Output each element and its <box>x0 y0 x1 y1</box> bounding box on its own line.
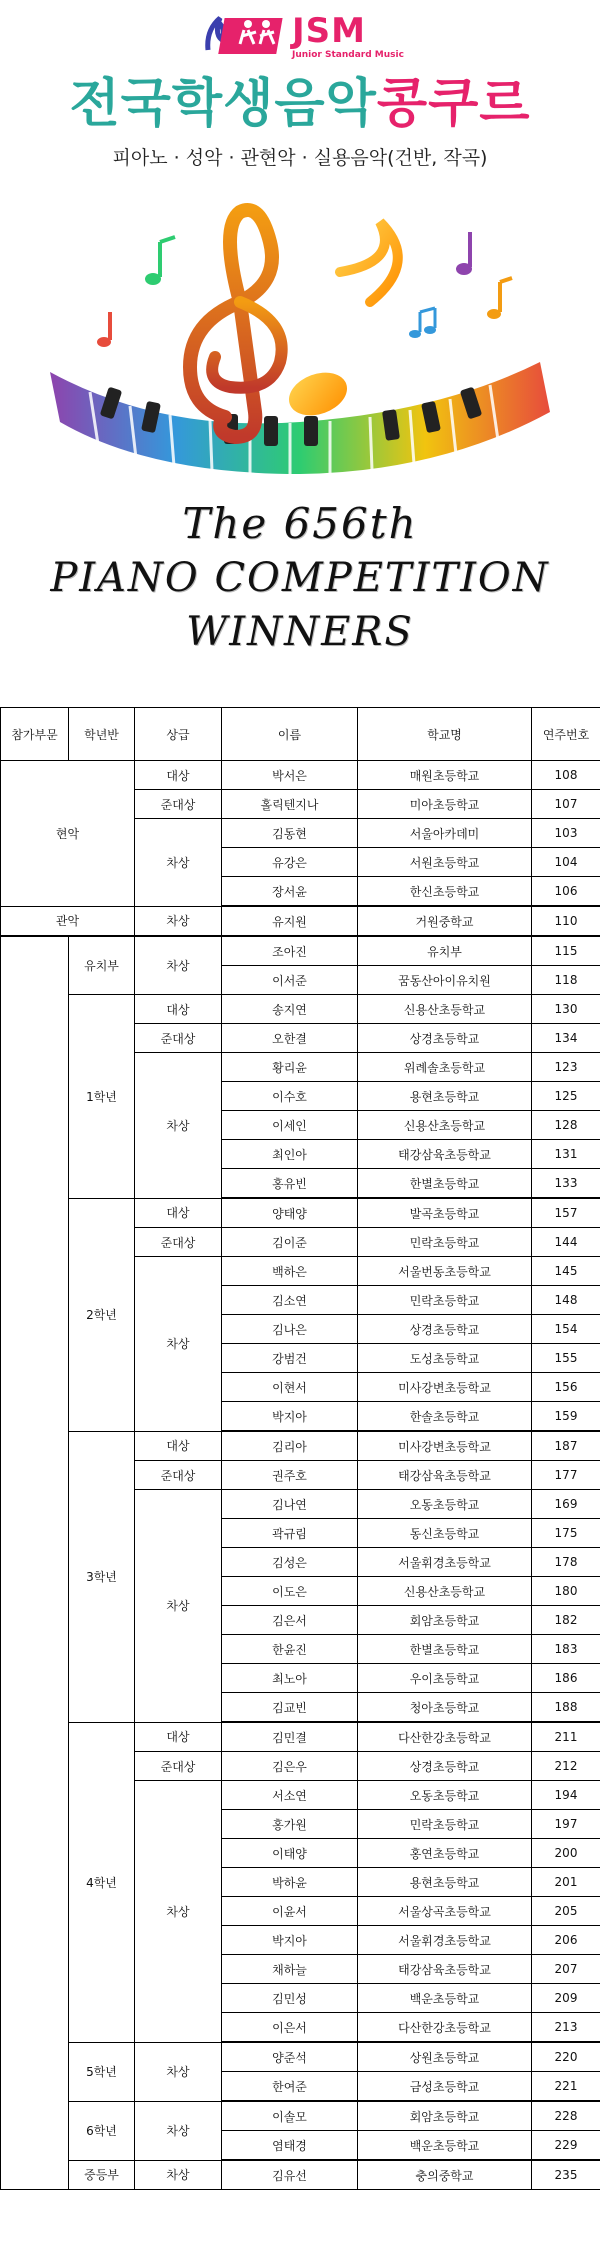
school-cell: 다산한강초등학교 <box>358 1722 532 1752</box>
name-cell: 이윤서 <box>222 1897 358 1926</box>
number-cell: 155 <box>532 1344 600 1373</box>
name-cell: 곽규림 <box>222 1519 358 1548</box>
school-cell: 신용산초등학교 <box>358 1111 532 1140</box>
award-cell: 준대상 <box>135 1024 222 1053</box>
number-cell: 133 <box>532 1169 600 1199</box>
number-cell: 201 <box>532 1868 600 1897</box>
logo <box>0 8 600 60</box>
division-cell: 현악 <box>1 761 135 907</box>
name-cell: 김민결 <box>222 1722 358 1752</box>
number-cell: 103 <box>532 819 600 848</box>
grade-cell: 1학년 <box>69 995 135 1199</box>
number-cell: 194 <box>532 1781 600 1810</box>
name-cell: 황리윤 <box>222 1053 358 1082</box>
name-cell: 박지아 <box>222 1926 358 1955</box>
school-cell: 유치부 <box>358 936 532 966</box>
table-header-row <box>1 708 600 761</box>
name-cell: 한여준 <box>222 2072 358 2102</box>
school-cell: 미사강변초등학교 <box>358 1373 532 1402</box>
title-part-green: 전국학생음악 <box>69 74 377 134</box>
name-cell: 김나연 <box>222 1490 358 1519</box>
number-cell: 177 <box>532 1461 600 1490</box>
division-cell: 관악 <box>1 906 135 936</box>
number-cell: 183 <box>532 1635 600 1664</box>
number-cell: 108 <box>532 761 600 790</box>
school-cell: 오동초등학교 <box>358 1490 532 1519</box>
header-grade: 학년반 <box>69 708 135 761</box>
award-cell: 차상 <box>135 1257 222 1432</box>
name-cell: 염태경 <box>222 2131 358 2161</box>
award-cell: 차상 <box>135 1490 222 1723</box>
page-title <box>0 72 600 136</box>
school-cell: 서울번동초등학교 <box>358 1257 532 1286</box>
school-cell: 서울휘경초등학교 <box>358 1548 532 1577</box>
number-cell: 157 <box>532 1198 600 1228</box>
name-cell: 유강은 <box>222 848 358 877</box>
name-cell: 김소연 <box>222 1286 358 1315</box>
name-cell: 채하늘 <box>222 1955 358 1984</box>
school-cell: 도성초등학교 <box>358 1344 532 1373</box>
school-cell: 상원초등학교 <box>358 2042 532 2072</box>
school-cell: 청아초등학교 <box>358 1693 532 1723</box>
school-cell: 한별초등학교 <box>358 1169 532 1199</box>
name-cell: 이솔모 <box>222 2101 358 2131</box>
jsm-music-logo-icon <box>204 10 288 60</box>
school-cell: 한신초등학교 <box>358 877 532 907</box>
number-cell: 148 <box>532 1286 600 1315</box>
school-cell: 거원중학교 <box>358 906 532 936</box>
number-cell: 212 <box>532 1752 600 1781</box>
name-cell: 송지연 <box>222 995 358 1024</box>
brand-subtitle: Junior Standard Music <box>292 50 404 60</box>
name-cell: 양준석 <box>222 2042 358 2072</box>
award-cell: 차상 <box>135 2160 222 2190</box>
award-cell: 차상 <box>135 1053 222 1199</box>
school-cell: 태강삼육초등학교 <box>358 1955 532 1984</box>
number-cell: 197 <box>532 1810 600 1839</box>
award-cell: 대상 <box>135 1431 222 1461</box>
school-cell: 서울아카데미 <box>358 819 532 848</box>
table-row <box>1 1198 600 1228</box>
number-cell: 128 <box>532 1111 600 1140</box>
award-cell: 준대상 <box>135 1228 222 1257</box>
name-cell: 이태양 <box>222 1839 358 1868</box>
school-cell: 서울휘경초등학교 <box>358 1926 532 1955</box>
school-cell: 위례솔초등학교 <box>358 1053 532 1082</box>
grade-cell: 2학년 <box>69 1198 135 1431</box>
award-cell: 대상 <box>135 995 222 1024</box>
number-cell: 118 <box>532 966 600 995</box>
table-row <box>1 2160 600 2190</box>
award-cell: 차상 <box>135 936 222 995</box>
name-cell: 김은서 <box>222 1606 358 1635</box>
number-cell: 229 <box>532 2131 600 2161</box>
award-cell: 준대상 <box>135 790 222 819</box>
school-cell: 꿈동산아이유치원 <box>358 966 532 995</box>
grade-cell: 유치부 <box>69 936 135 995</box>
award-cell: 차상 <box>135 906 222 936</box>
name-cell: 이수호 <box>222 1082 358 1111</box>
number-cell: 180 <box>532 1577 600 1606</box>
page-subtitle: 피아노 · 성악 · 관현악 · 실용음악(건반, 작곡) <box>112 147 488 169</box>
music-keyboard-illustration-icon <box>40 182 560 482</box>
table-row <box>1 2042 600 2072</box>
table-row <box>1 761 600 790</box>
school-cell: 백운초등학교 <box>358 1984 532 2013</box>
number-cell: 106 <box>532 877 600 907</box>
grade-cell: 6학년 <box>69 2101 135 2160</box>
award-cell: 대상 <box>135 1722 222 1752</box>
name-cell: 박지아 <box>222 1402 358 1432</box>
number-cell: 107 <box>532 790 600 819</box>
school-cell: 백운초등학교 <box>358 2131 532 2161</box>
number-cell: 130 <box>532 995 600 1024</box>
grade-cell: 3학년 <box>69 1431 135 1722</box>
name-cell: 조아진 <box>222 936 358 966</box>
grade-cell: 중등부 <box>69 2160 135 2190</box>
number-cell: 125 <box>532 1082 600 1111</box>
name-cell: 홀릭텐지나 <box>222 790 358 819</box>
name-cell: 김유선 <box>222 2160 358 2190</box>
number-cell: 206 <box>532 1926 600 1955</box>
name-cell: 김나은 <box>222 1315 358 1344</box>
table-row <box>1 2101 600 2131</box>
name-cell: 서소연 <box>222 1781 358 1810</box>
brand-name: JSM <box>292 11 366 51</box>
school-cell: 다산한강초등학교 <box>358 2013 532 2043</box>
number-cell: 123 <box>532 1053 600 1082</box>
school-cell: 태강삼육초등학교 <box>358 1461 532 1490</box>
name-cell: 이현서 <box>222 1373 358 1402</box>
name-cell: 이도은 <box>222 1577 358 1606</box>
school-cell: 회암초등학교 <box>358 2101 532 2131</box>
number-cell: 175 <box>532 1519 600 1548</box>
header-school: 학교명 <box>358 708 532 761</box>
name-cell: 한윤진 <box>222 1635 358 1664</box>
school-cell: 상경초등학교 <box>358 1024 532 1053</box>
grade-cell: 4학년 <box>69 1722 135 2042</box>
competition-winners: WINNERS <box>186 609 414 655</box>
number-cell: 156 <box>532 1373 600 1402</box>
name-cell: 박하윤 <box>222 1868 358 1897</box>
number-cell: 169 <box>532 1490 600 1519</box>
name-cell: 권주호 <box>222 1461 358 1490</box>
name-cell: 이서준 <box>222 966 358 995</box>
school-cell: 미아초등학교 <box>358 790 532 819</box>
table-row <box>1 906 600 936</box>
number-cell: 186 <box>532 1664 600 1693</box>
school-cell: 상경초등학교 <box>358 1315 532 1344</box>
number-cell: 211 <box>532 1722 600 1752</box>
table-row <box>1 936 600 966</box>
number-cell: 207 <box>532 1955 600 1984</box>
award-cell: 차상 <box>135 1781 222 2043</box>
number-cell: 131 <box>532 1140 600 1169</box>
award-cell: 준대상 <box>135 1461 222 1490</box>
table-row <box>1 1431 600 1461</box>
award-cell: 준대상 <box>135 1752 222 1781</box>
number-cell: 154 <box>532 1315 600 1344</box>
name-cell: 김성은 <box>222 1548 358 1577</box>
number-cell: 144 <box>532 1228 600 1257</box>
school-cell: 서울상곡초등학교 <box>358 1897 532 1926</box>
award-cell: 차상 <box>135 819 222 907</box>
number-cell: 134 <box>532 1024 600 1053</box>
name-cell: 강범건 <box>222 1344 358 1373</box>
school-cell: 용현초등학교 <box>358 1868 532 1897</box>
school-cell: 상경초등학교 <box>358 1752 532 1781</box>
winners-table <box>0 707 600 2190</box>
competition-title: PIANO COMPETITION <box>50 555 550 601</box>
school-cell: 미사강변초등학교 <box>358 1431 532 1461</box>
name-cell: 김민성 <box>222 1984 358 2013</box>
school-cell: 오동초등학교 <box>358 1781 532 1810</box>
name-cell: 이은서 <box>222 2013 358 2043</box>
school-cell: 신용산초등학교 <box>358 1577 532 1606</box>
number-cell: 228 <box>532 2101 600 2131</box>
name-cell: 김은우 <box>222 1752 358 1781</box>
school-cell: 매원초등학교 <box>358 761 532 790</box>
name-cell: 양태양 <box>222 1198 358 1228</box>
school-cell: 민락초등학교 <box>358 1228 532 1257</box>
number-cell: 159 <box>532 1402 600 1432</box>
school-cell: 서원초등학교 <box>358 848 532 877</box>
grade-cell: 5학년 <box>69 2042 135 2101</box>
table-row <box>1 1722 600 1752</box>
name-cell: 이세인 <box>222 1111 358 1140</box>
school-cell: 신용산초등학교 <box>358 995 532 1024</box>
number-cell: 221 <box>532 2072 600 2102</box>
name-cell: 김리아 <box>222 1431 358 1461</box>
award-cell: 대상 <box>135 1198 222 1228</box>
school-cell: 용현초등학교 <box>358 1082 532 1111</box>
name-cell: 최노아 <box>222 1664 358 1693</box>
competition-edition: The 656th <box>182 499 418 548</box>
school-cell: 충의중학교 <box>358 2160 532 2190</box>
name-cell: 최인아 <box>222 1140 358 1169</box>
name-cell: 김교빈 <box>222 1693 358 1723</box>
school-cell: 민락초등학교 <box>358 1286 532 1315</box>
school-cell: 동신초등학교 <box>358 1519 532 1548</box>
school-cell: 발곡초등학교 <box>358 1198 532 1228</box>
school-cell: 우이초등학교 <box>358 1664 532 1693</box>
title-part-pink: 콩쿠르 <box>376 74 531 134</box>
division-cell <box>1 936 69 2190</box>
number-cell: 200 <box>532 1839 600 1868</box>
number-cell: 205 <box>532 1897 600 1926</box>
header-performance-number: 연주번호 <box>532 708 600 761</box>
school-cell: 한솔초등학교 <box>358 1402 532 1432</box>
award-cell: 차상 <box>135 2101 222 2160</box>
number-cell: 235 <box>532 2160 600 2190</box>
school-cell: 홍연초등학교 <box>358 1839 532 1868</box>
name-cell: 홍유빈 <box>222 1169 358 1199</box>
number-cell: 209 <box>532 1984 600 2013</box>
number-cell: 182 <box>532 1606 600 1635</box>
number-cell: 110 <box>532 906 600 936</box>
name-cell: 장서윤 <box>222 877 358 907</box>
school-cell: 민락초등학교 <box>358 1810 532 1839</box>
school-cell: 태강삼육초등학교 <box>358 1140 532 1169</box>
award-cell: 차상 <box>135 2042 222 2101</box>
name-cell: 김동현 <box>222 819 358 848</box>
number-cell: 115 <box>532 936 600 966</box>
award-cell: 대상 <box>135 761 222 790</box>
table-row <box>1 995 600 1024</box>
number-cell: 213 <box>532 2013 600 2043</box>
school-cell: 금성초등학교 <box>358 2072 532 2102</box>
name-cell: 홍가원 <box>222 1810 358 1839</box>
number-cell: 104 <box>532 848 600 877</box>
name-cell: 오한결 <box>222 1024 358 1053</box>
number-cell: 178 <box>532 1548 600 1577</box>
number-cell: 220 <box>532 2042 600 2072</box>
name-cell: 유지원 <box>222 906 358 936</box>
header-division: 참가부문 <box>1 708 69 761</box>
school-cell: 회암초등학교 <box>358 1606 532 1635</box>
number-cell: 187 <box>532 1431 600 1461</box>
number-cell: 188 <box>532 1693 600 1723</box>
header-name: 이름 <box>222 708 358 761</box>
name-cell: 백하은 <box>222 1257 358 1286</box>
number-cell: 145 <box>532 1257 600 1286</box>
school-cell: 한별초등학교 <box>358 1635 532 1664</box>
name-cell: 박서은 <box>222 761 358 790</box>
name-cell: 김이준 <box>222 1228 358 1257</box>
header-award: 상급 <box>135 708 222 761</box>
